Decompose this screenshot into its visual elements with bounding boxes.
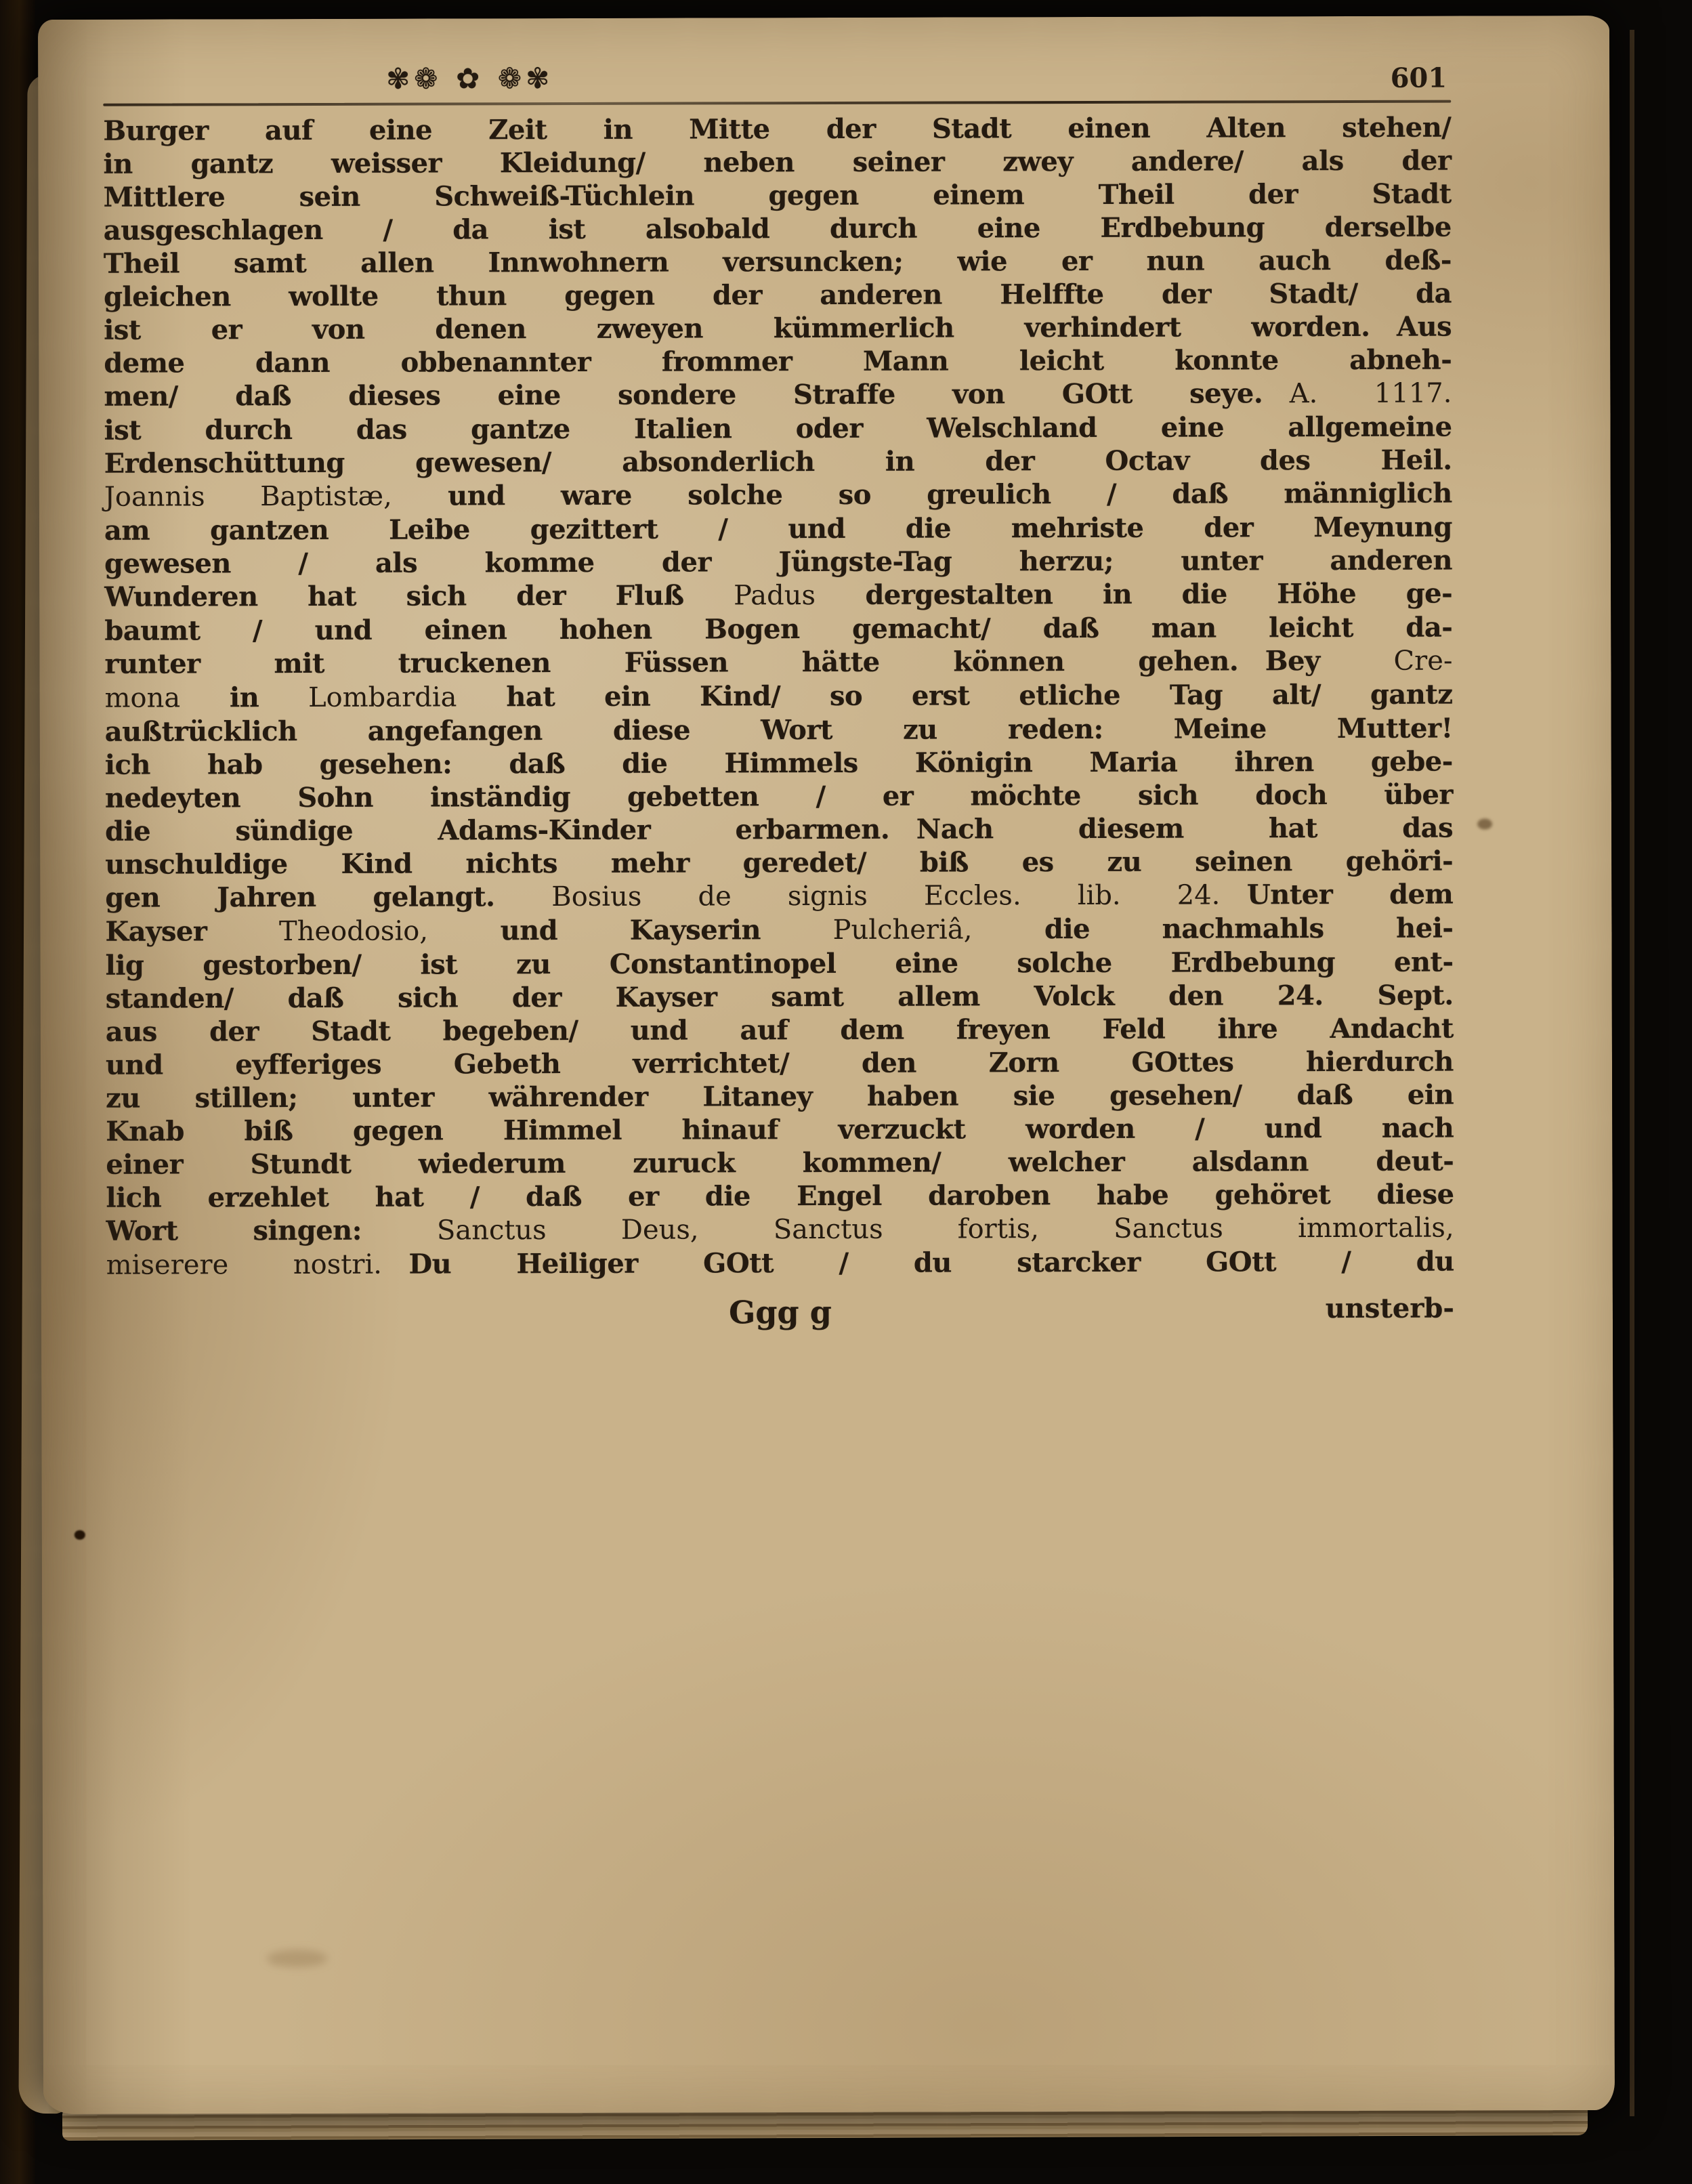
roman-text: miserere nostri. [106,1248,383,1281]
text-line: aus der Stadt begeben/ und auf dem freyen Feld ihre Andacht [105,1012,1454,1048]
text-line: gleichen wollte thun gegen der anderen Helffte der Stadt/ da [103,277,1452,313]
text-line: miserere nostri. Du Heiliger GOtt / du starcker GOtt / du [106,1245,1454,1281]
roman-text: Lombardia [308,681,457,714]
text-line: lich erzehlet hat / daß er die Engel daroben habe gehöret diese [106,1178,1454,1214]
text-line: gewesen / als komme der Jüngste-Tag herzu; unter anderen [104,544,1453,580]
text-line: Burger auf eine Zeit in Mitte der Stadt einen Alten stehen/ [103,111,1452,147]
text-line: baumt / und einen hohen Bogen gemacht/ daß man leicht da- [104,611,1453,647]
text-line: Mittlere sein Schweiß-Tüchlein gegen einem Theil der Stadt [103,177,1452,213]
footer-row [106,1293,1454,1337]
text-line: einer Stundt wiederum zuruck kommen/ welcher alsdann deut- [106,1145,1454,1181]
page-header [103,60,1451,104]
roman-text: Sanctus Deus, Sanctus fortis, Sanctus immortalis, [436,1212,1454,1246]
text-line: mona in Lombardia hat ein Kind/ so erst etliche Tag alt/ gantz [104,678,1453,714]
roman-text: Bosius de signis Eccles. lib. 24. [551,879,1221,913]
text-line: unschuldige Kind nichts mehr geredet/ biß es zu seinen gehöri- [105,845,1454,881]
book-right-edge [1630,30,1634,2116]
roman-text: mona [104,682,181,714]
text-line: Kayser Theodosio, und Kayserin Pulcheriâ, die nachmahls hei- [105,912,1454,948]
roman-text: Padus [734,580,816,612]
text-line: deme dann obbenannter frommer Mann leicht konnte abneh- [104,343,1452,379]
text-line: Joannis Baptistæ, und ware solche so greulich / daß männiglich [104,477,1452,513]
text-line: am gantzen Leibe gezittert / und die mehriste der Meynung [104,511,1452,547]
roman-text: Pulcheriâ, [832,914,973,946]
gathering-signature: Ggg g [728,1293,832,1331]
text-line: ist durch das gantze Italien oder Welschland eine allgemeine [104,411,1452,446]
book-page [38,16,1615,2114]
ink-stain [1477,818,1492,829]
text-line: zu stillen; unter währender Litaney haben sie gesehen/ daß ein [106,1078,1454,1114]
roman-text: Cre- [1393,645,1453,677]
roman-text: A. 1117. [1289,377,1452,410]
text-line: gen Jahren gelangt. Bosius de signis Eccles. lib. 24. Unter dem [105,878,1454,914]
text-line: Wunderen hat sich der Fluß Padus dergestalten in die Höhe ge- [104,577,1453,613]
text-line: nedeyten Sohn inständig gebetten / er möchte sich doch über [104,778,1454,814]
text-line: die sündige Adams-Kinder erbarmen. Nach diesem hat das [105,812,1454,847]
text-line: ist er von denen zweyen kümmerlich verhindert worden. Aus [104,310,1452,346]
text-line: in gantz weisser Kleidung/ neben seiner zwey andere/ als der [103,144,1452,180]
text-line: standen/ daß sich der Kayser samt allem Volck den 24. Sept. [105,979,1454,1015]
text-line: ausgeschlagen / da ist alsobald durch eine Erdbebung derselbe [103,211,1452,247]
text-line: außtrücklich angefangen diese Wort zu reden: Meine Mutter! [104,712,1453,748]
worm-hole [75,1530,85,1540]
text-line: und eyfferiges Gebeth verrichtet/ den Zorn GOttes hierdurch [105,1045,1454,1081]
header-ornament-icon: ✾❁ ✿ ❁✾ [386,62,554,96]
text-line: lig gestorben/ ist zu Constantinopel eine solche Erdbebung ent- [105,946,1454,982]
body-text [103,111,1454,1282]
roman-text: Joannis Baptistæ, [104,480,392,513]
text-line: Erdenschüttung gewesen/ absonderlich in der Octav des Heil. [104,444,1452,480]
text-line: Knab biß gegen Himmel hinauf verzuckt worden / und nach [106,1112,1454,1148]
age-stain [266,1950,327,1967]
text-line: ich hab gesehen: daß die Himmels Königin Maria ihren gebe- [104,745,1453,781]
catchword: unsterb- [1325,1292,1455,1325]
text-line: Theil samt allen Innwohnern versuncken; wie er nun auch deß- [103,244,1452,280]
text-area [103,111,1454,1337]
text-line: Wort singen: Sanctus Deus, Sanctus fortis, Sanctus immortalis, [106,1212,1454,1247]
text-line: runter mit truckenen Füssen hätte können gehen. Bey Cre- [104,644,1453,680]
text-line: men/ daß dieses eine sondere Straffe von GOtt seye. A. 1117. [104,377,1452,413]
roman-text: Theodosio, [278,915,429,948]
page-number: 601 [1390,62,1447,94]
